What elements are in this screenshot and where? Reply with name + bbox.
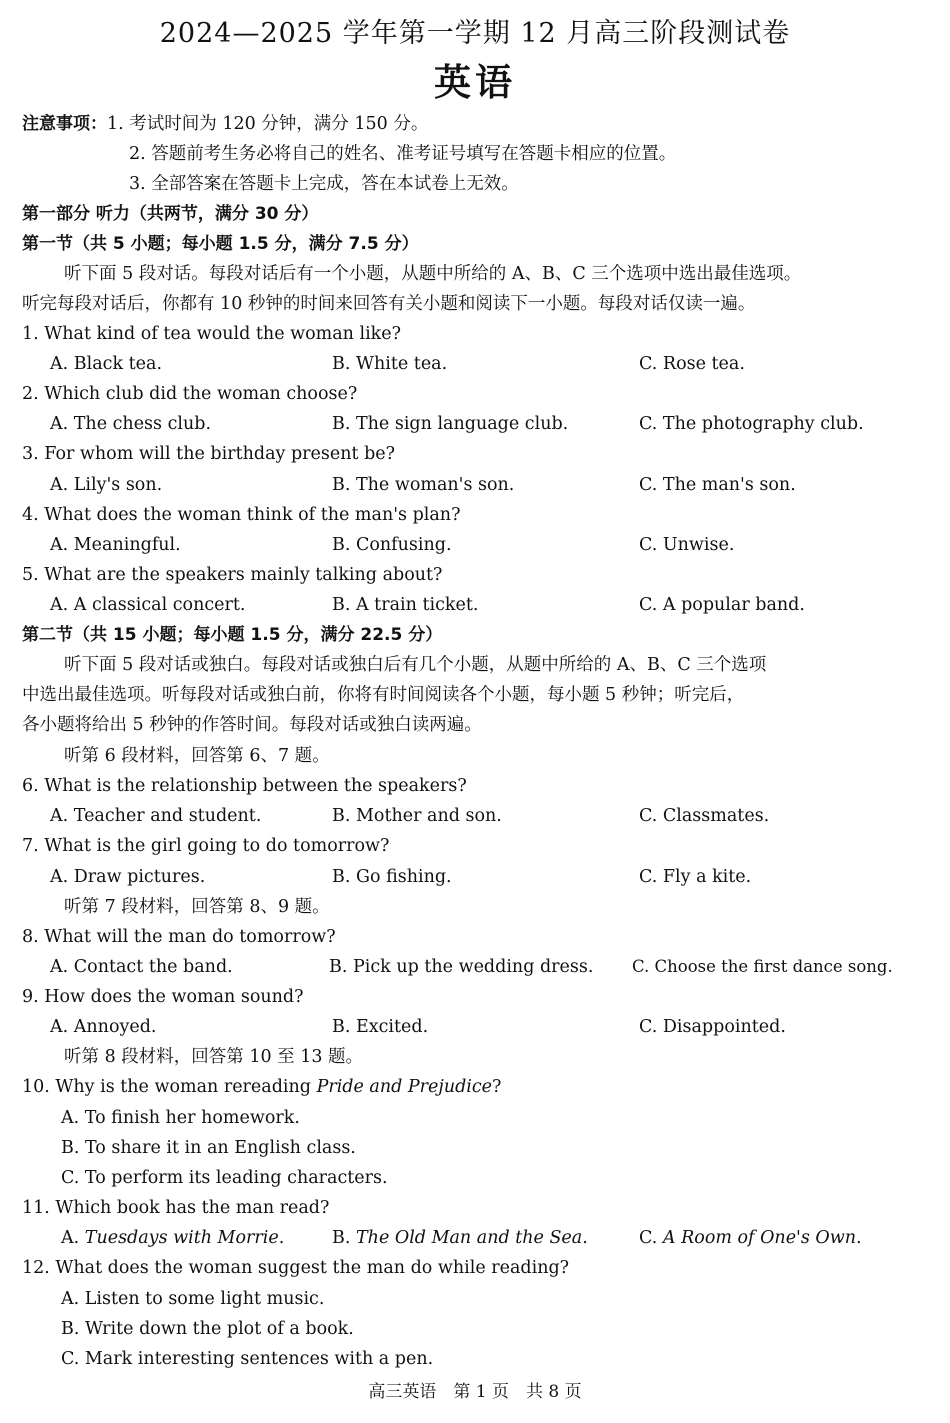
question-6-option-a: A. Teacher and student. bbox=[50, 806, 262, 826]
question-4-option-c: C. Unwise. bbox=[639, 535, 735, 555]
question-10-option-b: B. To share it in an English class. bbox=[61, 1138, 356, 1158]
question-11-option-b bbox=[332, 1223, 588, 1253]
question-3-stem: 3. For whom will the birthday present be? bbox=[22, 444, 396, 464]
question-7-option-a: A. Draw pictures. bbox=[50, 867, 206, 887]
question-10-stem-end: ? bbox=[492, 1077, 502, 1097]
question-11-option-a bbox=[61, 1223, 284, 1253]
section2-intro-3: 各小题将给出 5 秒钟的作答时间。每段对话或独白读两遍。 bbox=[22, 715, 482, 735]
question-8-option-b: B. Pick up the wedding dress. bbox=[329, 957, 594, 977]
notice-line-1 bbox=[22, 109, 932, 139]
question-4-option-b: B. Confusing. bbox=[332, 535, 452, 555]
question-11-option-a-title: Tuesdays with Morrie bbox=[84, 1228, 279, 1248]
question-6-stem: 6. What is the relationship between the speakers? bbox=[22, 776, 467, 796]
question-9-option-c: C. Disappointed. bbox=[639, 1017, 786, 1037]
question-11-option-a-end: . bbox=[278, 1228, 285, 1248]
question-10-stem bbox=[22, 1072, 932, 1102]
question-10-option-a: A. To finish her homework. bbox=[61, 1108, 300, 1128]
question-1-option-c: C. Rose tea. bbox=[639, 354, 745, 374]
question-10-stem-text: 10. Why is the woman rereading bbox=[22, 1077, 317, 1097]
question-8-option-c: C. Choose the first dance song. bbox=[632, 957, 893, 976]
question-6-option-b: B. Mother and son. bbox=[332, 806, 502, 826]
question-10-book-title: Pride and Prejudice bbox=[316, 1077, 493, 1097]
question-2-option-b: B. The sign language club. bbox=[332, 414, 569, 434]
section1-heading: 第一节（共 5 小题；每小题 1.5 分，满分 7.5 分） bbox=[22, 234, 419, 254]
question-11-option-a-letter: A. bbox=[61, 1228, 85, 1248]
question-1-option-b: B. White tea. bbox=[332, 354, 448, 374]
material-6-instruction: 听第 6 段材料，回答第 6、7 题。 bbox=[64, 746, 330, 766]
question-7-option-c: C. Fly a kite. bbox=[639, 867, 752, 887]
section2-intro-2: 中选出最佳选项。听每段对话或独白前，你将有时间阅读各个小题，每小题 5 秒钟；听完后， bbox=[22, 685, 745, 705]
notice-item-3: 3. 全部答案在答题卡上完成，答在本试卷上无效。 bbox=[129, 174, 519, 194]
part1-heading: 第一部分 听力（共两节，满分 30 分） bbox=[22, 204, 319, 224]
question-2-option-c: C. The photography club. bbox=[639, 414, 864, 434]
question-3-option-b: B. The woman's son. bbox=[332, 475, 515, 495]
question-4-option-a: A. Meaningful. bbox=[50, 535, 181, 555]
question-12-option-a: A. Listen to some light music. bbox=[61, 1289, 325, 1309]
question-9-option-a: A. Annoyed. bbox=[50, 1017, 157, 1037]
exam-title: 2024—2025 学年第一学期 12 月高三阶段测试卷 bbox=[159, 18, 791, 49]
question-5-stem: 5. What are the speakers mainly talking about? bbox=[22, 565, 443, 585]
section2-intro-1: 听下面 5 段对话或独白。每段对话或独白后有几个小题，从题中所给的 A、B、C 三个选项 bbox=[64, 655, 767, 675]
question-4-stem: 4. What does the woman think of the man's plan? bbox=[22, 505, 461, 525]
question-11-option-b-letter: B. bbox=[332, 1228, 356, 1248]
notice-label: 注意事项： bbox=[22, 114, 107, 134]
question-12-stem: 12. What does the woman suggest the man do while reading? bbox=[22, 1258, 570, 1278]
material-7-instruction: 听第 7 段材料，回答第 8、9 题。 bbox=[64, 897, 330, 917]
question-5-option-a: A. A classical concert. bbox=[50, 595, 246, 615]
question-8-stem: 8. What will the man do tomorrow? bbox=[22, 927, 336, 947]
question-1-stem: 1. What kind of tea would the woman like? bbox=[22, 324, 402, 344]
question-7-option-b: B. Go fishing. bbox=[332, 867, 452, 887]
question-3-option-c: C. The man's son. bbox=[639, 475, 796, 495]
question-1-option-a: A. Black tea. bbox=[50, 354, 163, 374]
question-12-option-c: C. Mark interesting sentences with a pen. bbox=[61, 1349, 434, 1369]
question-11-option-c bbox=[639, 1223, 862, 1253]
question-11-option-b-end: . bbox=[582, 1228, 588, 1248]
question-6-option-c: C. Classmates. bbox=[639, 806, 770, 826]
question-5-option-b: B. A train ticket. bbox=[332, 595, 479, 615]
notice-item-2: 2. 答题前考生务必将自己的姓名、准考证号填写在答题卡相应的位置。 bbox=[129, 144, 677, 164]
subject-title: 英语 bbox=[434, 61, 516, 104]
question-11-option-b-title: The Old Man and the Sea bbox=[356, 1228, 583, 1248]
question-12-option-b: B. Write down the plot of a book. bbox=[61, 1319, 354, 1339]
section1-intro-1: 听下面 5 段对话。每段对话后有一个小题，从题中所给的 A、B、C 三个选项中选出最佳选项。 bbox=[64, 264, 802, 284]
question-9-option-b: B. Excited. bbox=[332, 1017, 429, 1037]
question-2-option-a: A. The chess club. bbox=[50, 414, 212, 434]
question-9-stem: 9. How does the woman sound? bbox=[22, 987, 304, 1007]
notice-item-1: 1. 考试时间为 120 分钟，满分 150 分。 bbox=[107, 114, 429, 134]
section2-heading: 第二节（共 15 小题；每小题 1.5 分，满分 22.5 分） bbox=[22, 625, 443, 645]
material-8-instruction: 听第 8 段材料，回答第 10 至 13 题。 bbox=[64, 1047, 364, 1067]
page-footer: 高三英语 第 1 页 共 8 页 bbox=[368, 1382, 582, 1402]
question-11-option-c-letter: C. bbox=[639, 1228, 663, 1248]
question-7-stem: 7. What is the girl going to do tomorrow? bbox=[22, 836, 390, 856]
question-11-stem: 11. Which book has the man read? bbox=[22, 1198, 330, 1218]
question-11-option-c-end: . bbox=[856, 1228, 862, 1248]
section1-intro-2: 听完每段对话后，你都有 10 秒钟的时间来回答有关小题和阅读下一小题。每段对话仅读一遍。 bbox=[22, 294, 756, 314]
question-5-option-c: C. A popular band. bbox=[639, 595, 805, 615]
question-2-stem: 2. Which club did the woman choose? bbox=[22, 384, 358, 404]
question-11-option-c-title: A Room of One's Own bbox=[662, 1228, 857, 1248]
question-3-option-a: A. Lily's son. bbox=[50, 475, 163, 495]
question-8-option-a: A. Contact the band. bbox=[50, 957, 233, 977]
question-10-option-c: C. To perform its leading characters. bbox=[61, 1168, 388, 1188]
